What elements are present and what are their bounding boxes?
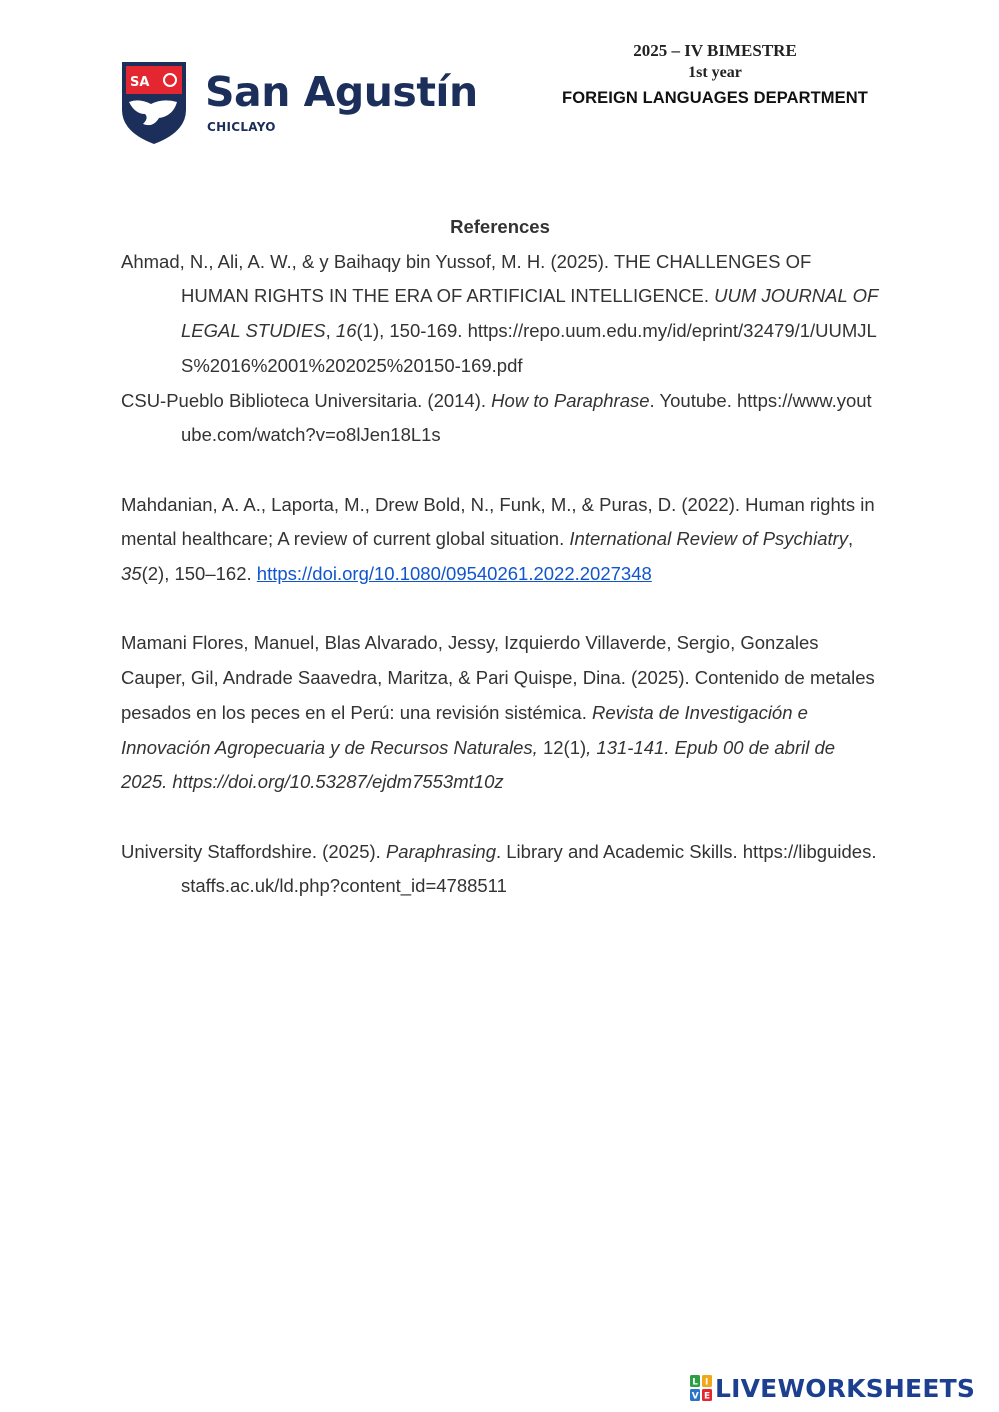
icon-letter: I: [705, 1377, 709, 1388]
liveworksheets-wordmark: LIVEWORKSHEETS: [715, 1373, 976, 1403]
shield-eagle-icon: [119, 58, 189, 146]
liveworksheets-brand[interactable]: [690, 1372, 975, 1404]
ref-url: https://repo.uum.edu.my/id/eprint/32479/1/UUMJLS%2016%2001%202025%20150-169.pdf: [181, 320, 877, 376]
department-label: FOREIGN LANGUAGES DEPARTMENT: [562, 89, 868, 107]
header-info: [520, 40, 910, 110]
reference-item: [121, 488, 881, 592]
ref-details: (2), 150–162.: [141, 563, 257, 585]
ref-rest: , 131-141. Epub 00 de abril de 2025. https://doi.org/10.53287/ejdm7553mt10z: [121, 736, 836, 793]
reference-item: [121, 626, 881, 800]
ref-issue: 12(1): [537, 736, 587, 758]
ref-url: https://www.youtube.com/watch?v=o8lJen18L1s: [181, 389, 872, 446]
ref-url: https://libguides.staffs.ac.uk/ld.php?content_id=4788511: [181, 840, 877, 897]
ref-authors: Mahdanian, A. A., Laporta, M., Drew Bold, N., Funk, M., & Puras, D. (2022). Human rights in mental healthcare; A review of current global situation.: [121, 493, 875, 550]
ref-title: How to Paraphrase: [491, 389, 650, 411]
year-label: 1st year: [688, 64, 742, 81]
ref-volume: 35: [121, 563, 142, 585]
reference-item: [121, 835, 881, 904]
icon-letter: V: [691, 1391, 699, 1401]
reference-item: [121, 245, 881, 384]
ref-separator: ,: [848, 528, 854, 550]
ref-doi-link[interactable]: https://doi.org/10.1080/09540261.2022.2027348: [256, 563, 652, 585]
icon-letter: L: [692, 1377, 698, 1388]
spacer: [121, 800, 881, 835]
logo-city: CHICLAYO: [207, 120, 276, 134]
term-label: 2025 – IV BIMESTRE: [633, 41, 797, 60]
references-title: References: [450, 216, 550, 237]
ref-journal: Revista de Investigación e Innovación Agropecuaria y de Recursos Naturales,: [121, 701, 808, 758]
logo-name: San Agustín: [205, 68, 478, 116]
spacer: [121, 592, 881, 627]
ref-separator: ,: [325, 320, 336, 342]
references-section: [121, 210, 881, 904]
ref-title: Paraphrasing: [385, 840, 496, 862]
ref-authors: Mamani Flores, Manuel, Blas Alvarado, Jessy, Izquierdo Villaverde, Sergio, Gonzales Cauper, Gil, Andrade Saavedra, Maritza, & Pari Quispe, Dina. (2025). Contenido de metales pesados en los peces en el Perú: una revisión sistémica.: [121, 632, 875, 723]
spacer: [121, 453, 881, 488]
ref-journal: UUM JOURNAL OF LEGAL STUDIES: [181, 285, 878, 342]
ref-details: . Library and Academic Skills.: [495, 840, 743, 862]
ref-volume: 16: [335, 320, 357, 342]
icon-letter: E: [704, 1391, 711, 1401]
ref-details: (1), 150-169.: [356, 320, 468, 342]
ref-authors: CSU-Pueblo Biblioteca Universitaria. (2014).: [121, 389, 492, 411]
logo-badge: SA: [130, 75, 150, 90]
ref-journal: International Review of Psychiatry: [569, 528, 849, 550]
reference-item: [121, 384, 881, 453]
ref-authors: Ahmad, N., Ali, A. W., & y Baihaqy bin Yussof, M. H. (2025). THE CHALLENGES OF HUMAN RIGHTS IN THE ERA OF ARTIFICIAL INTELLIGENCE.: [121, 250, 812, 307]
ref-details: . Youtube.: [649, 389, 737, 411]
ref-authors: University Staffordshire. (2025).: [121, 840, 386, 862]
school-logo: [119, 58, 478, 148]
liveworksheets-logo-icon: [690, 1375, 712, 1401]
